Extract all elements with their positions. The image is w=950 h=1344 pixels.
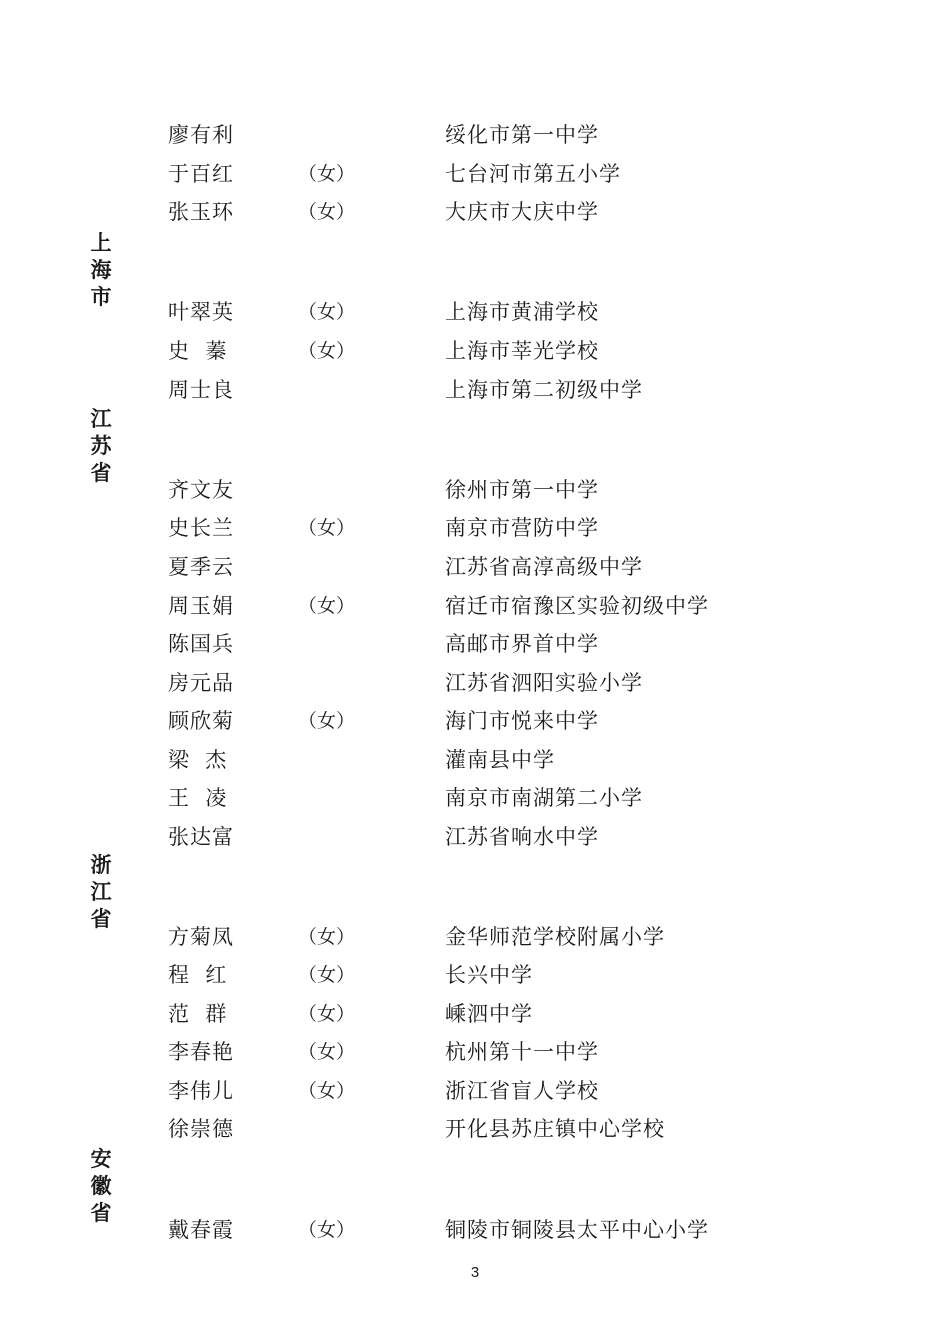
teacher-name: 李伟儿 xyxy=(168,1079,234,1103)
school-name: 金华师范学校附属小学 xyxy=(445,925,665,949)
gender-note: （女） xyxy=(298,926,356,948)
teacher-name: 周玉娟 xyxy=(168,594,234,618)
teacher-name: 张达富 xyxy=(168,825,234,849)
list-item xyxy=(0,918,950,957)
gender-note: （女） xyxy=(298,1041,356,1063)
list-item xyxy=(0,509,950,548)
teacher-name: 于百红 xyxy=(168,162,234,186)
school-name: 绥化市第一中学 xyxy=(445,123,599,147)
school-name: 江苏省泗阳实验小学 xyxy=(445,671,643,695)
school-name: 长兴中学 xyxy=(445,963,533,987)
teacher-name: 房元品 xyxy=(168,671,234,695)
school-name: 开化县苏庄镇中心学校 xyxy=(445,1117,665,1141)
teacher-name: 王 凌 xyxy=(168,786,228,810)
province-heading: 浙江省 xyxy=(90,853,112,931)
teacher-name: 史长兰 xyxy=(168,516,234,540)
teacher-name: 梁 杰 xyxy=(168,748,228,772)
gender-note: （女） xyxy=(298,340,356,362)
school-name: 南京市南湖第二小学 xyxy=(445,786,643,810)
school-name: 江苏省响水中学 xyxy=(445,825,599,849)
school-name: 上海市第二初级中学 xyxy=(445,378,643,402)
list-item xyxy=(0,1033,950,1072)
teacher-name: 廖有利 xyxy=(168,123,234,147)
teacher-name: 夏季云 xyxy=(168,555,234,579)
list-item xyxy=(0,587,950,626)
school-name: 上海市黄浦学校 xyxy=(445,300,599,324)
school-name: 嵊泗中学 xyxy=(445,1002,533,1026)
gender-note: （女） xyxy=(298,163,356,185)
list-item xyxy=(0,818,950,857)
teacher-name: 程 红 xyxy=(168,963,228,987)
teacher-name: 徐崇德 xyxy=(168,1117,234,1141)
school-name: 灌南县中学 xyxy=(445,748,555,772)
school-name: 宿迁市宿豫区实验初级中学 xyxy=(445,594,709,618)
teacher-name: 齐文友 xyxy=(168,478,234,502)
list-item xyxy=(0,293,950,332)
school-name: 海门市悦来中学 xyxy=(445,709,599,733)
list-item xyxy=(0,332,950,371)
list-item xyxy=(0,193,950,232)
teacher-name: 顾欣菊 xyxy=(168,709,234,733)
teacher-name: 方菊凤 xyxy=(168,925,234,949)
gender-note: （女） xyxy=(298,710,356,732)
list-item xyxy=(0,1072,950,1111)
teacher-name: 范 群 xyxy=(168,1002,228,1026)
teacher-name: 叶翠英 xyxy=(168,300,234,324)
teacher-name: 史 蓁 xyxy=(168,339,228,363)
page-number: 3 xyxy=(470,1264,480,1281)
list-item xyxy=(0,116,950,155)
teacher-name: 陈国兵 xyxy=(168,632,234,656)
list-item xyxy=(0,664,950,703)
teacher-name: 周士良 xyxy=(168,378,234,402)
province-heading: 江苏省 xyxy=(90,407,112,485)
list-item xyxy=(0,625,950,664)
list-item xyxy=(0,956,950,995)
list-item xyxy=(0,548,950,587)
province-heading: 安徽省 xyxy=(90,1147,112,1225)
gender-note: （女） xyxy=(298,301,356,323)
list-item xyxy=(0,471,950,510)
list-item xyxy=(0,702,950,741)
school-name: 江苏省高淳高级中学 xyxy=(445,555,643,579)
gender-note: （女） xyxy=(298,1219,356,1241)
gender-note: （女） xyxy=(298,1080,356,1102)
school-name: 浙江省盲人学校 xyxy=(445,1079,599,1103)
teacher-name: 戴春霞 xyxy=(168,1218,234,1242)
gender-note: （女） xyxy=(298,201,356,223)
school-name: 徐州市第一中学 xyxy=(445,478,599,502)
school-name: 杭州第十一中学 xyxy=(445,1040,599,1064)
school-name: 高邮市界首中学 xyxy=(445,632,599,656)
list-item xyxy=(0,741,950,780)
gender-note: （女） xyxy=(298,1003,356,1025)
gender-note: （女） xyxy=(298,517,356,539)
gender-note: （女） xyxy=(298,964,356,986)
list-item xyxy=(0,155,950,194)
list-item xyxy=(0,995,950,1034)
list-item xyxy=(0,1110,950,1149)
province-heading: 上海市 xyxy=(90,231,112,309)
teacher-name: 李春艳 xyxy=(168,1040,234,1064)
school-name: 大庆市大庆中学 xyxy=(445,200,599,224)
teacher-name: 张玉环 xyxy=(168,200,234,224)
gender-note: （女） xyxy=(298,595,356,617)
school-name: 上海市莘光学校 xyxy=(445,339,599,363)
list-item xyxy=(0,1211,950,1250)
list-item xyxy=(0,779,950,818)
school-name: 七台河市第五小学 xyxy=(445,162,621,186)
list-item xyxy=(0,371,950,410)
school-name: 铜陵市铜陵县太平中心小学 xyxy=(445,1218,709,1242)
school-name: 南京市营防中学 xyxy=(445,516,599,540)
